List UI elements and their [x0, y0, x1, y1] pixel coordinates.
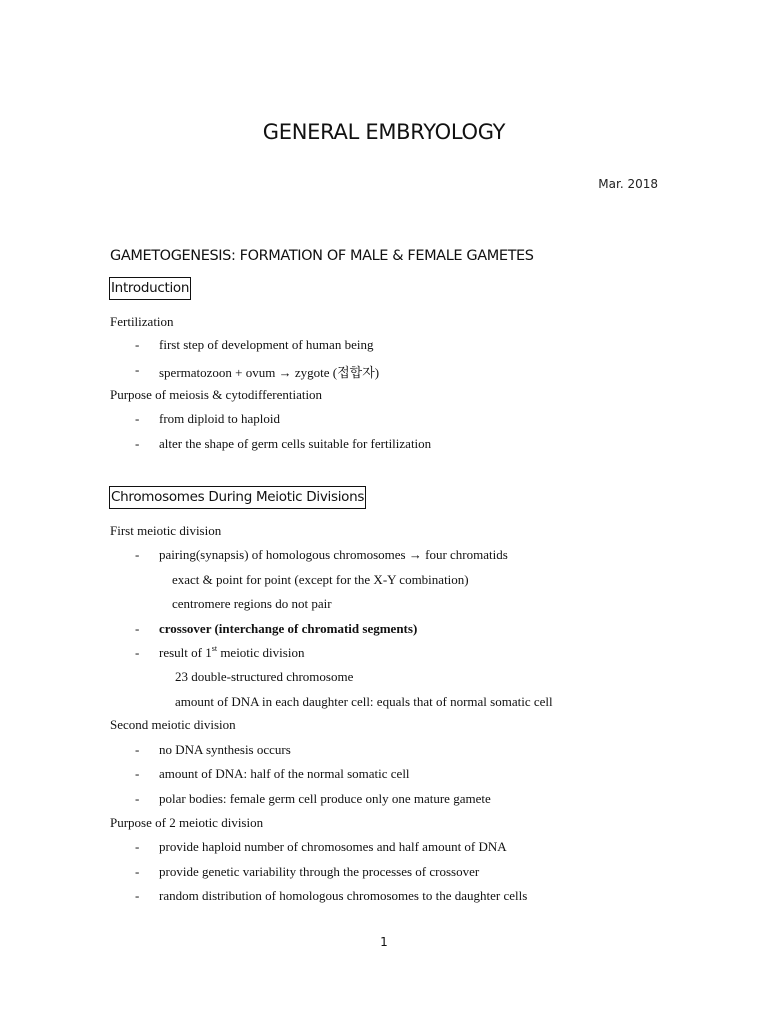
- bullet-dash: -: [135, 362, 140, 377]
- bullet-dash: -: [135, 436, 140, 451]
- sub-item: exact & point for point (except for the X-Y combination): [172, 572, 469, 587]
- bullet-dash: -: [135, 766, 140, 781]
- division-purpose-label: Purpose of 2 meiotic division: [110, 815, 264, 830]
- introduction-heading: Introduction: [109, 277, 191, 300]
- section-heading: GAMETOGENESIS: FORMATION OF MALE & FEMALE GAMETES: [110, 248, 534, 264]
- list-item-text-bold: crossover (interchange of chromatid segments): [159, 621, 418, 636]
- list-item-text: amount of DNA: half of the normal somatic cell: [159, 766, 410, 781]
- list-item-text: random distribution of homologous chromosomes to the daughter cells: [159, 888, 528, 903]
- bullet-dash: -: [135, 839, 140, 854]
- bullet-dash: -: [135, 411, 140, 426]
- ordinal-superscript: st: [211, 644, 218, 653]
- text-part: result of 1: [159, 645, 212, 660]
- bullet-dash: -: [135, 888, 140, 903]
- bullet-dash: -: [135, 621, 140, 636]
- sub-item: 23 double-structured chromosome: [175, 669, 354, 684]
- list-item-text: [159, 645, 304, 661]
- text-part: meiotic division: [217, 645, 305, 660]
- bullet-dash: -: [135, 337, 140, 352]
- bullet-dash: -: [135, 547, 140, 562]
- page-number: 1: [380, 935, 388, 949]
- meiosis-purpose-label: Purpose of meiosis & cytodifferentiation: [110, 387, 323, 402]
- chromosomes-heading: Chromosomes During Meiotic Divisions: [109, 486, 366, 509]
- bullet-dash: -: [135, 791, 140, 806]
- list-item-text: pairing(synapsis) of homologous chromosomes → four chromatids: [159, 547, 508, 562]
- list-item-text: polar bodies: female germ cell produce only one mature gamete: [159, 791, 491, 806]
- fertilization-label: Fertilization: [110, 314, 174, 329]
- sub-item: centromere regions do not pair: [172, 596, 332, 611]
- list-item-text: first step of development of human being: [159, 337, 374, 352]
- document-title: GENERAL EMBRYOLOGY: [262, 120, 506, 144]
- list-item-text: no DNA synthesis occurs: [159, 742, 291, 757]
- bullet-dash: -: [135, 742, 140, 757]
- bullet-dash: -: [135, 864, 140, 879]
- list-item-text: provide genetic variability through the processes of crossover: [159, 864, 480, 879]
- list-item-text: alter the shape of germ cells suitable for fertilization: [159, 436, 432, 451]
- sub-item: amount of DNA in each daughter cell: equals that of normal somatic cell: [175, 694, 553, 709]
- list-item-text: spermatozoon + ovum → zygote (접합자): [159, 365, 380, 380]
- document-date: Mar. 2018: [598, 177, 658, 191]
- bullet-dash: -: [135, 645, 140, 660]
- second-division-label: Second meiotic division: [110, 717, 236, 732]
- list-item-text: from diploid to haploid: [159, 411, 280, 426]
- first-division-label: First meiotic division: [110, 523, 222, 538]
- list-item-text: provide haploid number of chromosomes and half amount of DNA: [159, 839, 507, 854]
